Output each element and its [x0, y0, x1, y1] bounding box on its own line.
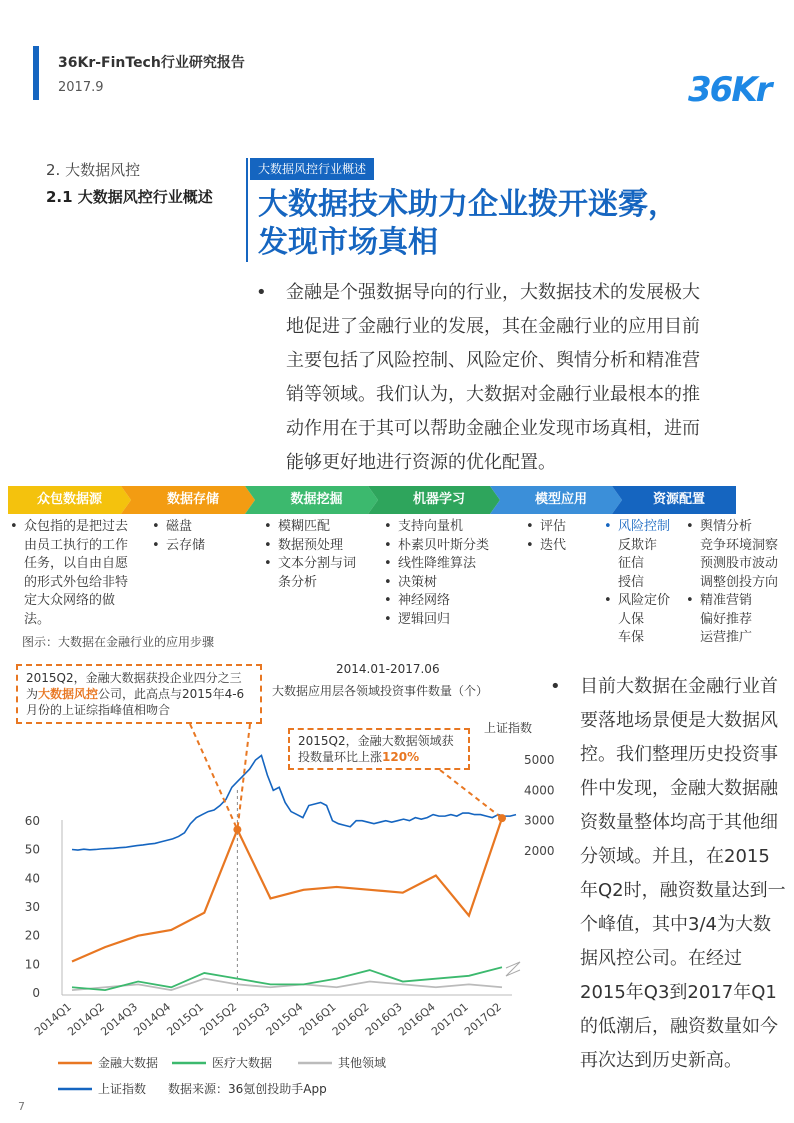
- list-item: • 逻辑回归: [384, 611, 451, 627]
- step-6-detail-b: [686, 518, 790, 648]
- headline-line-1: 大数据技术助力企业拨开迷雾，: [258, 187, 678, 222]
- sub-item: 征信: [618, 556, 645, 571]
- analysis-text: 目前大数据在金融行业首要落地场景便是大数据风控。我们整理历史投资事件中发现，金融大数据融资数量整体均高于其他细分领域。并且，在2015年Q2时，融资数量达到一个峰值，其中3/4为大数据风控公司。在经过2015年Q3到2017年Q1的低潮后，融资数量如今再次达到历史新高。: [580, 676, 786, 1071]
- sub-item: 人保: [618, 611, 645, 627]
- step-6: 资源配置: [652, 492, 705, 507]
- x-tick-label: 2015Q2: [197, 1000, 240, 1039]
- x-tick-label: 2016Q2: [329, 1000, 372, 1039]
- legend-fintech-label: 金融大数据: [98, 1056, 159, 1070]
- x-tick-label: 2015Q1: [164, 1000, 207, 1039]
- legend-other-label: 其他领域: [338, 1056, 387, 1070]
- list-item: • 迭代: [526, 537, 567, 553]
- x-tick-label: 2016Q1: [296, 1000, 339, 1039]
- y-left-tick-label: 60: [24, 814, 40, 828]
- list-item: • 线性降维算法: [384, 556, 477, 571]
- headline: [258, 186, 758, 262]
- sub-item: 运营推广: [700, 630, 753, 645]
- peak-point-2015Q2: [233, 826, 241, 834]
- figure-caption: 图示：大数据在金融行业的应用步骤: [22, 635, 215, 649]
- annotation-connector-1b: [237, 724, 250, 830]
- section-tag: 大数据风控行业概述: [250, 158, 374, 180]
- list-item: • 神经网络: [384, 593, 451, 608]
- y-left-tick-label: 0: [32, 986, 40, 1000]
- sub-item: 偏好推荐: [700, 611, 753, 627]
- y-left-tick-label: 20: [24, 928, 40, 943]
- list-item: • 支持向量机: [384, 519, 464, 534]
- y-right-tick-label: 2000: [524, 844, 555, 858]
- x-tick-label: 2014Q4: [131, 1000, 174, 1039]
- x-tick-label: 2017Q1: [429, 1000, 471, 1039]
- list-item: • 数据预处理: [264, 537, 344, 553]
- x-tick-label: 2014Q2: [65, 1000, 108, 1039]
- section-heading: 2. 大数据风控: [46, 161, 141, 179]
- header-accent-bar: [33, 46, 39, 100]
- series-line-other: [72, 979, 502, 990]
- x-tick-label: 2016Q3: [362, 1000, 405, 1039]
- legend-shanghai-index-label: 上证指数: [98, 1082, 147, 1096]
- bullet: •: [550, 676, 561, 697]
- y-left-tick-label: 40: [24, 871, 40, 886]
- y-right-axis-label: 上证指数: [484, 721, 533, 735]
- list-item: • 文本分割与词条分析: [264, 556, 357, 590]
- step-3-detail: [264, 518, 364, 592]
- annotation-peak: 2015Q2，金融大数据获投企业四分之三为大数据风控公司，此高点与2015年4-6月份的上证综指峰值相吻合: [16, 664, 262, 724]
- x-tick-label: 2014Q1: [32, 1000, 74, 1039]
- list-item: • 模糊匹配: [264, 519, 331, 534]
- list-item: • 评估: [526, 519, 567, 534]
- analysis-paragraph: [550, 670, 786, 1078]
- y-left-tick-label: 50: [24, 842, 40, 857]
- chart-subtitle: 大数据应用层各领域投资事件数量（个）: [272, 684, 489, 698]
- annotation-connector-1: [190, 724, 237, 830]
- y-left-tick-label: 10: [24, 957, 40, 972]
- peak-point-2017Q2: [498, 814, 506, 822]
- sub-item: 车保: [618, 630, 645, 645]
- y-right-tick-label: 5000: [524, 753, 555, 767]
- headline-line-2: 发现市场真相: [258, 225, 438, 260]
- x-tick-label: 2014Q3: [98, 1000, 141, 1039]
- sub-item: 预测股市波动: [700, 556, 779, 571]
- annotation-growth: 2015Q2，金融大数据领域获投数量环比上涨120%: [288, 728, 470, 770]
- sub-item: 反欺诈: [618, 537, 658, 553]
- y-left-tick-label: 30: [24, 900, 40, 914]
- step-5-detail: [526, 518, 596, 555]
- step-6-detail-a: [604, 518, 690, 648]
- list-item-marketing: • 精准营销: [686, 593, 753, 608]
- list-item-sentiment: • 舆情分析: [686, 519, 753, 534]
- headline-divider: [246, 158, 248, 262]
- list-item-risk-pricing: • 风险定价: [604, 593, 671, 608]
- data-source: 数据来源：36氪创投助手App: [168, 1082, 327, 1096]
- list-item: • 决策树: [384, 574, 438, 590]
- sub-item: 竞争环境洞察: [700, 537, 779, 553]
- bullet: •: [256, 282, 267, 303]
- step-1: 众包数据源: [36, 492, 102, 507]
- y-right-tick-label: 4000: [524, 783, 555, 798]
- list-item: • 众包指的是把过去由员工执行的工作任务，以自由自愿的形式外包给非特定大众网络的做法。: [10, 519, 129, 627]
- step-2-detail: [152, 518, 242, 555]
- report-date: 2017.9: [58, 80, 104, 95]
- step-2: 数据存储: [166, 492, 219, 507]
- report-title: 36Kr-FinTech行业研究报告: [58, 55, 245, 71]
- page-number: 7: [18, 1100, 25, 1113]
- brand-logo: 36Kr: [688, 70, 771, 110]
- series-line-fintech: [72, 818, 502, 961]
- legend-medical-label: 医疗大数据: [212, 1056, 273, 1070]
- intro-paragraph: [256, 276, 716, 480]
- list-item: • 磁盘: [152, 519, 193, 534]
- list-item: • 朴素贝叶斯分类: [384, 537, 490, 553]
- step-3: 数据挖掘: [290, 492, 343, 507]
- annotation-connector-2: [440, 770, 502, 818]
- axis-break-marker: [506, 962, 520, 976]
- list-item-risk-control: • 风险控制: [604, 519, 671, 534]
- x-tick-label: 2017Q2: [462, 1000, 504, 1039]
- x-tick-label: 2016Q4: [395, 1000, 438, 1039]
- step-4: 机器学习: [412, 492, 465, 507]
- list-item: • 云存储: [152, 537, 206, 553]
- series-line-medical: [72, 967, 502, 990]
- sub-item: 调整创投方向: [700, 574, 779, 590]
- process-steps: [8, 486, 736, 514]
- y-right-tick-label: 3000: [524, 813, 555, 828]
- chart-title: 2014.01-2017.06: [336, 662, 440, 676]
- step-4-detail: [384, 518, 506, 629]
- subsection-heading: 2.1 大数据风控行业概述: [46, 188, 213, 206]
- intro-text: 金融是个强数据导向的行业，大数据技术的发展极大地促进了金融行业的发展，其在金融行业的应用目前主要包括了风险控制、风险定价、舆情分析和精准营销等领域。我们认为，大数据对金融行业最根本的推动作用在于其可以帮助金融企业发现市场真相，进而能够更好地进行资源的优化配置。: [286, 282, 700, 473]
- step-1-detail: [10, 518, 130, 629]
- x-tick-label: 2015Q4: [263, 1000, 306, 1039]
- sub-item: 授信: [618, 574, 645, 590]
- x-tick-label: 2015Q3: [230, 1000, 273, 1039]
- step-5: 模型应用: [534, 492, 587, 507]
